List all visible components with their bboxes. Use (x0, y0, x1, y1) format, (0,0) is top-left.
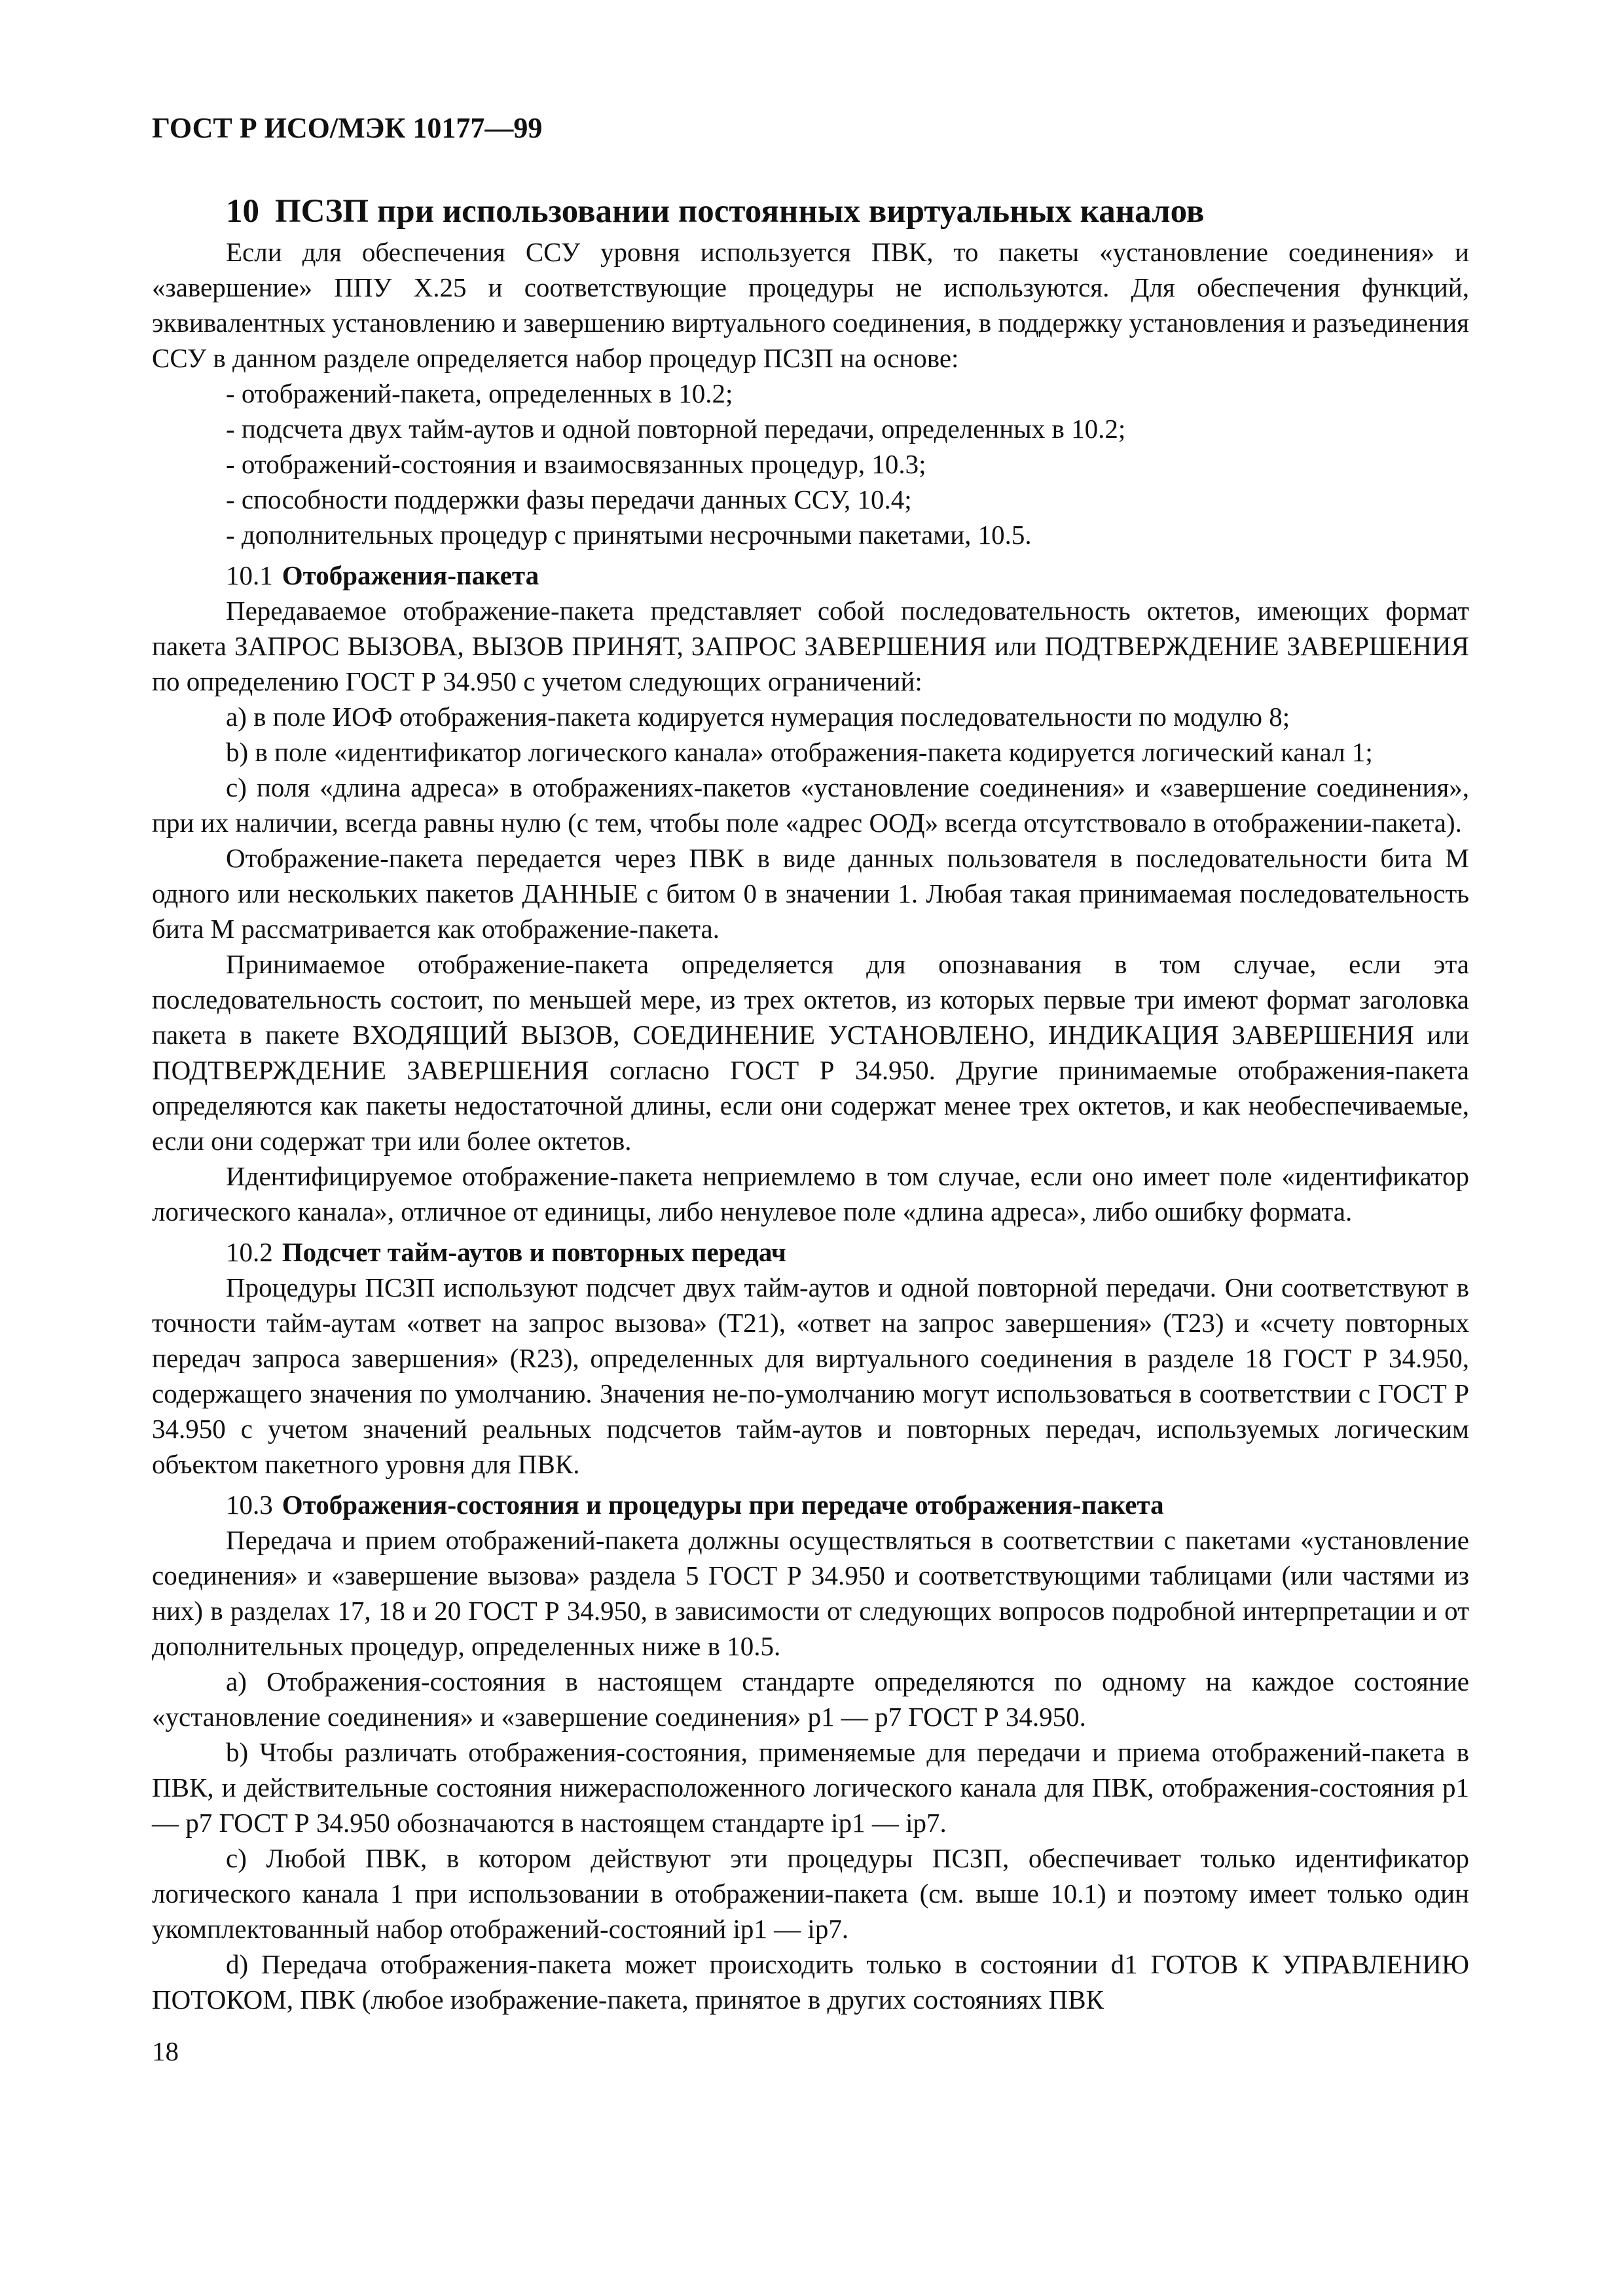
list-item-b: b) в поле «идентификатор логического канала» отображения-пакета кодируется логический канал 1; (226, 737, 1373, 767)
subsection-10-3-heading (226, 1487, 1469, 1522)
list-item-d: d) Передача отображения-пакета может происходить только в состоянии d1 ГОТОВ К УПРАВЛЕНИЮ ПОТОКОМ, ПВК (любое изображение-пакета, принятое в других состояниях ПВК (152, 1949, 1469, 2015)
paragraph: Идентифицируемое отображение-пакета неприемлемо в том случае, если оно имеет поле «идентификатор логического канала», отличное от единицы, либо ненулевое поле «длина адреса», либо ошибку формата. (152, 1161, 1469, 1227)
section-number: 10 (226, 193, 259, 230)
document-id-header: ГОСТ Р ИСО/МЭК 10177—99 (152, 112, 543, 144)
page-number: 18 (152, 2036, 179, 2066)
subsection-10-2-heading (226, 1234, 1469, 1270)
subsection-number: 10.3 (226, 1490, 273, 1520)
subsection-title: Отображения-пакета (282, 560, 539, 590)
list-item: - подсчета двух тайм-аутов и одной повторной передачи, определенных в 10.2; (226, 411, 1469, 446)
subsection-title: Подсчет тайм-аутов и повторных передач (282, 1237, 786, 1267)
list-item-a: а) Отображения-состояния в настоящем стандарте определяются по одному на каждое состояние «установление соединения» и «завершение соединения» р1 — р7 ГОСТ Р 34.950. (152, 1666, 1469, 1732)
paragraph: Передаваемое отображение-пакета представляет собой последовательность октетов, имеющих формат пакета ЗАПРОС ВЫЗОВА, ВЫЗОВ ПРИНЯТ, ЗАПРОС ЗАВЕРШЕНИЯ или ПОДТВЕРЖДЕНИЕ ЗАВЕРШЕНИЯ по определению ГОСТ Р 34.950 с учетом следующих ограничений: (152, 596, 1469, 696)
paragraph: Отображение-пакета передается через ПВК в виде данных пользователя в последовательности бита М одного или нескольких пакетов ДАННЫЕ с битом 0 в значении 1. Любая такая принимаемая последовательность бита М рассматривается как отображение-пакета. (152, 843, 1469, 944)
section-title: ПСЗП при использовании постоянных виртуальных каналов (275, 193, 1205, 230)
subsection-number: 10.1 (226, 560, 273, 590)
list-item: - способности поддержки фазы передачи данных ССУ, 10.4; (226, 482, 1469, 517)
subsection-10-1-heading (226, 558, 1469, 593)
paragraph: Принимаемое отображение-пакета определяется для опознавания в том случае, если эта последовательность состоит, по меньшей мере, из трех октетов, из которых первые три имеют формат заголовка пакета в пакете ВХОДЯЩИЙ ВЫЗОВ, СОЕДИНЕНИЕ УСТАНОВЛЕНО, ИНДИКАЦИЯ ЗАВЕРШЕНИЯ или ПОДТВЕРЖДЕНИЕ ЗАВЕРШЕНИЯ согласно ГОСТ Р 34.950. Другие принимаемые отображения-пакета определяются как пакеты недостаточной длины, если они содержат менее трех октетов, и как необеспечиваемые, если они содержат три или более октетов. (152, 949, 1469, 1156)
list-item-c: с) поля «длина адреса» в отображениях-пакетов «установление соединения» и «завершение соединения», при их наличии, всегда равны нулю (с тем, чтобы поле «адрес ООД» всегда отсутствовало в отображении-пакета). (152, 772, 1469, 838)
basis-list (152, 376, 1469, 552)
list-item-a: а) в поле ИОФ отображения-пакета кодируется нумерация последовательности по модулю 8; (226, 702, 1290, 732)
main-content (152, 191, 1469, 2017)
list-item-c: с) Любой ПВК, в котором действуют эти процедуры ПСЗП, обеспечивает только идентификатор логического канала 1 при использовании в отображении-пакета (см. выше 10.1) и поэтому имеет только один укомплектованный набор отображений-состояний ip1 — ip7. (152, 1843, 1469, 1944)
list-item: - отображений-пакета, определенных в 10.2; (226, 376, 1469, 411)
paragraph: Передача и прием отображений-пакета должны осуществляться в соответствии с пакетами «установление соединения» и «завершение вызова» раздела 5 ГОСТ Р 34.950 и соответствующими таблицами (или частями из них) в разделах 17, 18 и 20 ГОСТ Р 34.950, в зависимости от следующих вопросов подробной интерпретации и от дополнительных процедур, определенных ниже в 10.5. (152, 1525, 1469, 1661)
list-item: - дополнительных процедур с принятыми несрочными пакетами, 10.5. (226, 517, 1469, 552)
list-item: - отображений-состояния и взаимосвязанных процедур, 10.3; (226, 446, 1469, 482)
section-10-heading (226, 191, 1469, 232)
paragraph: Процедуры ПСЗП используют подсчет двух тайм-аутов и одной повторной передачи. Они соответствуют в точности тайм-аутам «ответ на запрос вызова» (Т21), «ответ на запрос завершения» (Т23) и «счету повторных передач запроса завершения» (R23), определенных для виртуального соединения в разделе 18 ГОСТ Р 34.950, содержащего значения по умолчанию. Значения не-по-умолчанию могут использоваться в соответствии с ГОСТ Р 34.950 с учетом значений реальных подсчетов тайм-аутов и повторных передач, используемых логическим объектом пакетного уровня для ПВК. (152, 1272, 1469, 1479)
subsection-number: 10.2 (226, 1237, 273, 1267)
section-intro-paragraph: Если для обеспечения ССУ уровня используется ПВК, то пакеты «установление соединения» и «завершение» ППУ X.25 и соответствующие процедуры не используются. Для обеспечения функций, эквивалентных установлению и завершению виртуального соединения, в поддержку установления и разъединения ССУ в данном разделе определяется набор процедур ПСЗП на основе: (152, 237, 1469, 373)
subsection-title: Отображения-состояния и процедуры при передаче отображения-пакета (282, 1490, 1164, 1520)
list-item-b: b) Чтобы различать отображения-состояния, применяемые для передачи и приема отображений-пакета в ПВК, и действительные состояния нижерасположенного логического канала для ПВК, отображения-состояния р1 — р7 ГОСТ Р 34.950 обозначаются в настоящем стандарте ip1 — ip7. (152, 1737, 1469, 1838)
